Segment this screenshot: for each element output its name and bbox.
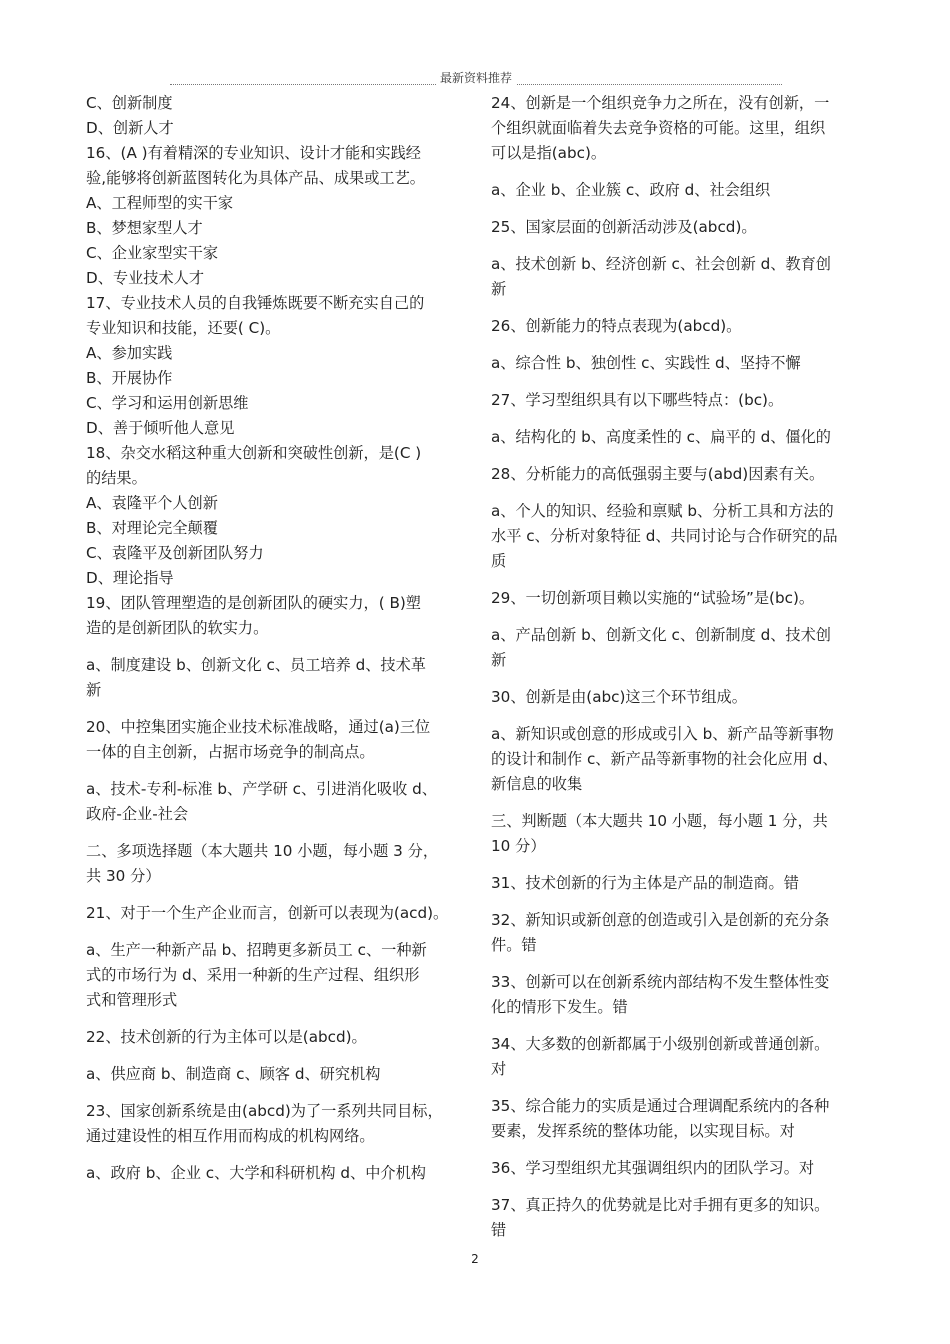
paragraph (86, 591, 466, 641)
text-line: a、生产一种新产品 b、招聘更多新员工 c、一种新 (86, 941, 427, 959)
text-line: B、梦想家型人才 (86, 219, 203, 237)
header-title: 最新资料推荐 (436, 70, 516, 86)
paragraph-spacer (491, 859, 876, 871)
text-line: 17、专业技术人员的自我锤炼既要不断充实自己的 (86, 294, 425, 312)
text-line: 三、判断题（本大题共 10 小题，每小题 1 分，共 (491, 812, 828, 830)
text-line: a、技术创新 b、经济创新 c、社会创新 d、教育创 (491, 255, 831, 273)
text-line: 36、学习型组织尤其强调组织内的团队学习。对 (491, 1159, 815, 1177)
paragraph (491, 462, 876, 487)
paragraph-spacer (491, 203, 876, 215)
paragraph (491, 1094, 876, 1144)
text-line: 专业知识和技能，还要( C)。 (86, 319, 281, 337)
right-column (491, 91, 876, 1243)
paragraph (86, 241, 466, 266)
text-line: 的结果。 (86, 469, 147, 487)
paragraph (86, 541, 466, 566)
paragraph-spacer (491, 896, 876, 908)
paragraph (86, 1161, 466, 1186)
text-line: 新信息的收集 (491, 775, 583, 793)
paragraph (491, 871, 876, 896)
paragraph (491, 252, 876, 302)
text-line: 质 (491, 552, 507, 570)
text-line: B、对理论完全颠覆 (86, 519, 218, 537)
text-line: 28、分析能力的高低强弱主要与(abd)因素有关。 (491, 465, 825, 483)
text-line: 32、新知识或新创意的创造或引入是创新的充分条 (491, 911, 830, 929)
paragraph (491, 351, 876, 376)
paragraph (491, 586, 876, 611)
text-line: 20、中控集团实施企业技术标准战略，通过(a)三位 (86, 718, 431, 736)
paragraph (86, 116, 466, 141)
text-line: 件。错 (491, 936, 537, 954)
paragraph (86, 441, 466, 491)
paragraph (491, 1193, 876, 1243)
paragraph (491, 685, 876, 710)
text-line: 个组织就面临着失去竞争资格的可能。这里，组织 (491, 119, 826, 137)
text-line: C、袁隆平及创新团队努力 (86, 544, 264, 562)
text-line: 政府-企业-社会 (86, 805, 189, 823)
paragraph-spacer (86, 1050, 466, 1062)
text-line: 26、创新能力的特点表现为(abcd)。 (491, 317, 742, 335)
text-line: 24、创新是一个组织竞争力之所在，没有创新，一 (491, 94, 830, 112)
text-line: D、创新人才 (86, 119, 174, 137)
paragraph (86, 566, 466, 591)
paragraph (491, 425, 876, 450)
text-line: 造的是创新团队的软实力。 (86, 619, 269, 637)
paragraph (491, 215, 876, 240)
paragraph-spacer (491, 710, 876, 722)
text-line: a、技术-专利-标准 b、产学研 c、引进消化吸收 d、 (86, 780, 437, 798)
text-line: 27、学习型组织具有以下哪些特点：(bc)。 (491, 391, 784, 409)
paragraph (86, 901, 466, 926)
text-line: D、善于倾听他人意见 (86, 419, 235, 437)
text-line: 可以是指(abc)。 (491, 144, 607, 162)
paragraph (491, 388, 876, 413)
page-header (170, 70, 782, 90)
text-line: a、个人的知识、经验和禀赋 b、分析工具和方法的 (491, 502, 834, 520)
text-line: 22、技术创新的行为主体可以是(abcd)。 (86, 1028, 367, 1046)
paragraph-spacer (491, 797, 876, 809)
paragraph-spacer (86, 1013, 466, 1025)
paragraph-spacer (491, 673, 876, 685)
paragraph (86, 1099, 466, 1149)
paragraph (86, 938, 466, 1013)
paragraph-spacer (491, 339, 876, 351)
text-line: a、企业 b、企业簇 c、政府 d、社会组织 (491, 181, 771, 199)
text-line: 要素，发挥系统的整体功能，以实现目标。对 (491, 1122, 795, 1140)
paragraph (86, 216, 466, 241)
paragraph (491, 908, 876, 958)
paragraph (86, 777, 466, 827)
paragraph-spacer (491, 240, 876, 252)
text-line: 错 (491, 1221, 507, 1239)
text-line: 式的市场行为 d、采用一种新的生产过程、组织形 (86, 966, 420, 984)
paragraph (86, 1025, 466, 1050)
paragraph-spacer (86, 926, 466, 938)
paragraph-spacer (491, 450, 876, 462)
text-line: a、供应商 b、制造商 c、顾客 d、研究机构 (86, 1065, 381, 1083)
paragraph (86, 291, 466, 341)
text-line: 新 (86, 681, 102, 699)
paragraph (86, 91, 466, 116)
text-line: 新 (491, 280, 507, 298)
text-line: 34、大多数的创新都属于小级别创新或普通创新。 (491, 1035, 830, 1053)
text-line: 30、创新是由(abc)这三个环节组成。 (491, 688, 747, 706)
paragraph-spacer (491, 958, 876, 970)
text-line: 31、技术创新的行为主体是产品的制造商。错 (491, 874, 799, 892)
paragraph (86, 191, 466, 216)
text-line: 新 (491, 651, 507, 669)
paragraph-spacer (491, 611, 876, 623)
text-line: a、产品创新 b、创新文化 c、创新制度 d、技术创 (491, 626, 831, 644)
text-line: D、专业技术人才 (86, 269, 205, 287)
paragraph-spacer (491, 1082, 876, 1094)
paragraph-spacer (491, 574, 876, 586)
text-line: 25、国家层面的创新活动涉及(abcd)。 (491, 218, 757, 236)
text-line: 验,能够将创新蓝图转化为具体产品、成果或工艺。 (86, 169, 425, 187)
paragraph (491, 314, 876, 339)
text-line: 一体的自主创新，占据市场竞争的制高点。 (86, 743, 375, 761)
text-line: C、学习和运用创新思维 (86, 394, 249, 412)
text-line: a、结构化的 b、高度柔性的 c、扁平的 d、僵化的 (491, 428, 831, 446)
paragraph (491, 499, 876, 574)
paragraph-spacer (491, 376, 876, 388)
paragraph-spacer (86, 703, 466, 715)
text-line: 共 30 分） (86, 867, 161, 885)
paragraph-spacer (491, 166, 876, 178)
paragraph (491, 91, 876, 166)
paragraph (86, 341, 466, 366)
text-line: C、创新制度 (86, 94, 173, 112)
paragraph-spacer (491, 1144, 876, 1156)
text-line: a、政府 b、企业 c、大学和科研机构 d、中介机构 (86, 1164, 426, 1182)
paragraph-spacer (491, 1020, 876, 1032)
text-line: 23、国家创新系统是由(abcd)为了一系列共同目标， (86, 1102, 443, 1120)
paragraph (491, 623, 876, 673)
text-line: 18、杂交水稻这种重大创新和突破性创新，是(C ) (86, 444, 422, 462)
paragraph (86, 141, 466, 191)
text-line: 通过建设性的相互作用而构成的机构网络。 (86, 1127, 375, 1145)
paragraph (491, 178, 876, 203)
text-line: 的设计和制作 c、新产品等新事物的社会化应用 d、 (491, 750, 838, 768)
paragraph (491, 722, 876, 797)
paragraph (86, 1062, 466, 1087)
text-line: 21、对于一个生产企业而言，创新可以表现为(acd)。 (86, 904, 449, 922)
text-line: 水平 c、分析对象特征 d、共同讨论与合作研究的品 (491, 527, 838, 545)
text-line: A、工程师型的实干家 (86, 194, 234, 212)
text-line: A、参加实践 (86, 344, 173, 362)
paragraph-spacer (491, 413, 876, 425)
text-line: A、袁隆平个人创新 (86, 494, 218, 512)
paragraph (86, 391, 466, 416)
text-line: D、理论指导 (86, 569, 174, 587)
text-line: 37、真正持久的优势就是比对手拥有更多的知识。 (491, 1196, 830, 1214)
paragraph-spacer (86, 641, 466, 653)
paragraph (491, 809, 876, 859)
paragraph (86, 839, 466, 889)
paragraph (86, 266, 466, 291)
text-line: 35、综合能力的实质是通过合理调配系统内的各种 (491, 1097, 830, 1115)
paragraph-spacer (86, 1087, 466, 1099)
text-line: a、综合性 b、独创性 c、实践性 d、坚持不懈 (491, 354, 801, 372)
text-line: 化的情形下发生。错 (491, 998, 628, 1016)
paragraph (86, 715, 466, 765)
text-line: B、开展协作 (86, 369, 173, 387)
paragraph-spacer (491, 302, 876, 314)
text-line: 33、创新可以在创新系统内部结构不发生整体性变 (491, 973, 830, 991)
text-line: C、企业家型实干家 (86, 244, 219, 262)
paragraph-spacer (86, 889, 466, 901)
paragraph-spacer (86, 765, 466, 777)
text-line: 式和管理形式 (86, 991, 178, 1009)
paragraph (491, 1156, 876, 1181)
paragraph (86, 653, 466, 703)
text-line: a、制度建设 b、创新文化 c、员工培养 d、技术革 (86, 656, 426, 674)
paragraph-spacer (491, 1181, 876, 1193)
paragraph (86, 416, 466, 441)
paragraph (491, 1032, 876, 1082)
left-column (86, 91, 466, 1186)
text-line: 16、(A )有着精深的专业知识、设计才能和实践经 (86, 144, 421, 162)
text-line: 19、团队管理塑造的是创新团队的硬实力，( B)塑 (86, 594, 421, 612)
text-line: 对 (491, 1060, 507, 1078)
text-line: 29、一切创新项目赖以实施的“试验场”是(bc)。 (491, 589, 815, 607)
page-number: 2 (471, 1252, 479, 1266)
paragraph (491, 970, 876, 1020)
paragraph-spacer (86, 827, 466, 839)
paragraph (86, 366, 466, 391)
text-line: 二、多项选择题（本大题共 10 小题，每小题 3 分， (86, 842, 439, 860)
paragraph-spacer (491, 487, 876, 499)
text-line: 10 分） (491, 837, 546, 855)
paragraph-spacer (86, 1149, 466, 1161)
text-line: a、新知识或创意的形成或引入 b、新产品等新事物 (491, 725, 834, 743)
paragraph (86, 516, 466, 541)
paragraph (86, 491, 466, 516)
